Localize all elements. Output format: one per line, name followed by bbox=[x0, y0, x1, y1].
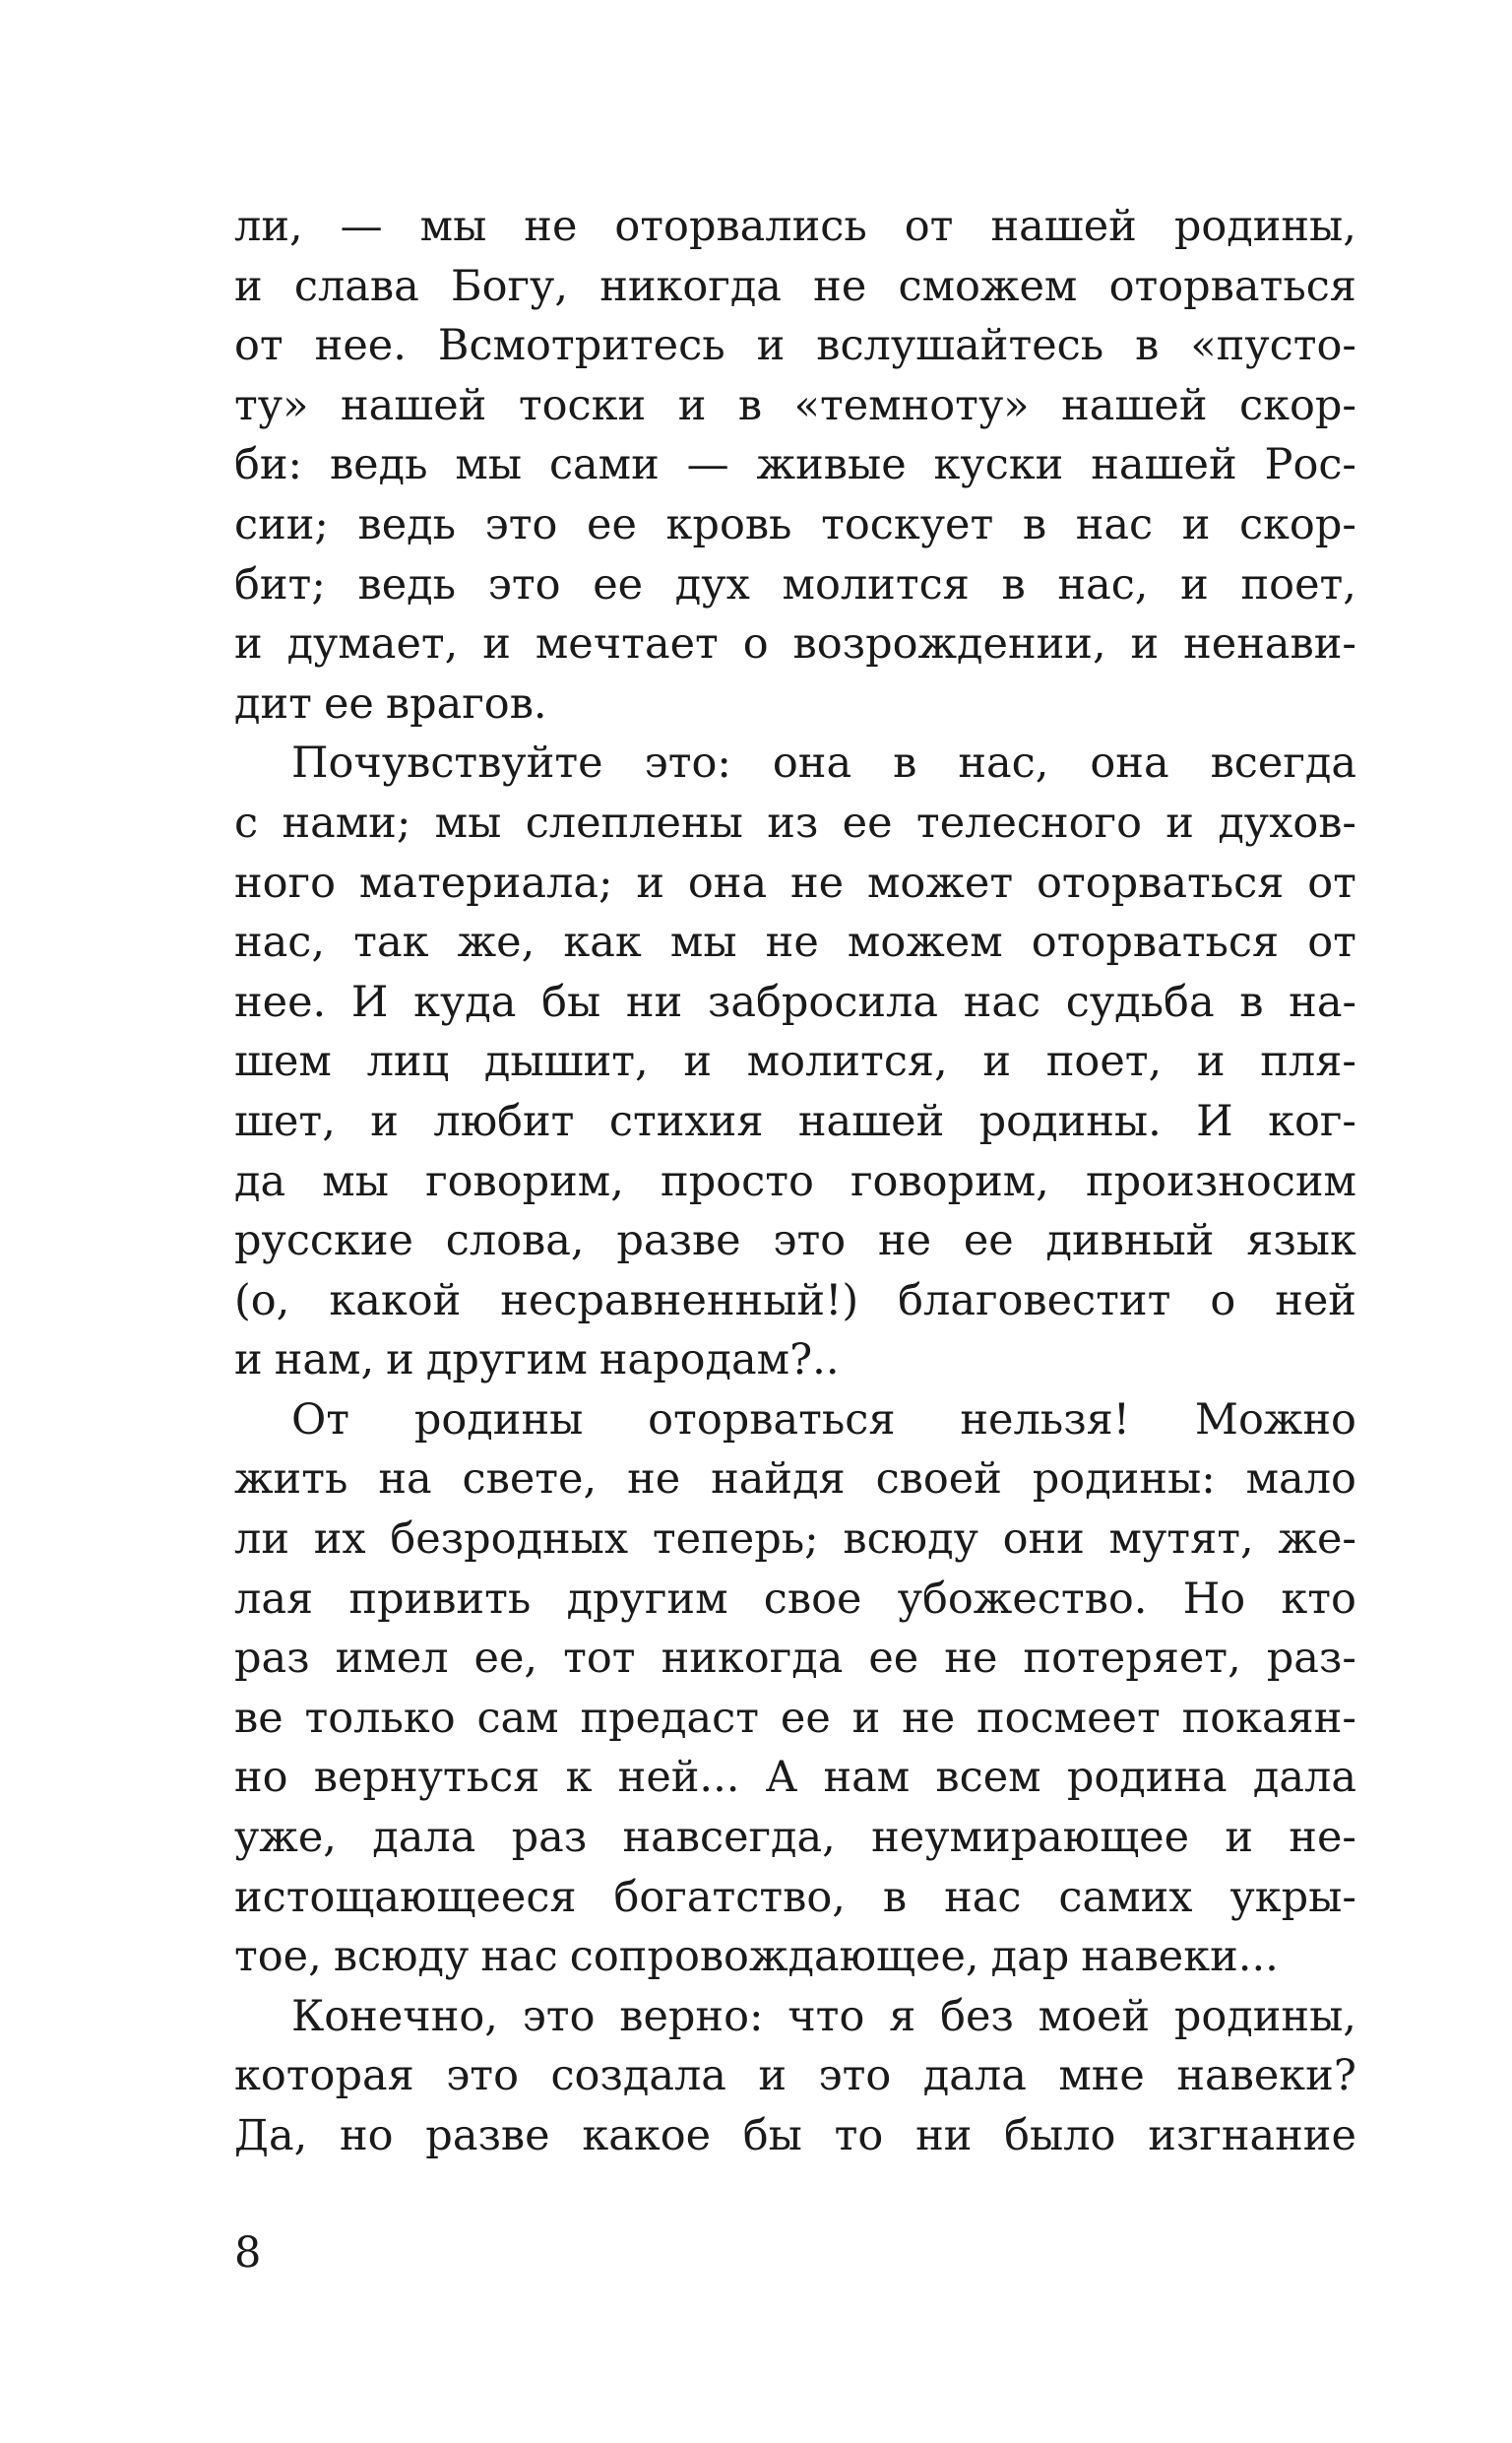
text-line: би: ведь мы сами — живые куски нашей Рос- bbox=[234, 440, 1356, 490]
text-line: Почувствуйте это: она в нас, она всегда bbox=[291, 739, 1356, 789]
text-line: и нам, и другим народам?.. bbox=[234, 1335, 840, 1385]
text-line: Конечно, это верно: что я без моей родины, bbox=[291, 1991, 1356, 2041]
text-line: и слава Богу, никогда не сможем оторваться bbox=[234, 261, 1356, 311]
text-line: тое, всюду нас сопровождающее, дар навеки... bbox=[234, 1932, 1279, 1982]
text-line: дит ее врагов. bbox=[234, 678, 547, 729]
text-line: ве только сам предаст ее и не посмеет покаян- bbox=[234, 1693, 1356, 1743]
text-line: уже, дала раз навсегда, неумирающее и не- bbox=[234, 1813, 1356, 1863]
text-line: шет, и любит стихия нашей родины. И ког- bbox=[234, 1096, 1356, 1146]
paragraph bbox=[234, 197, 1356, 734]
text-line: нас, так же, как мы не можем оторваться от bbox=[234, 918, 1356, 968]
text-line: раз имел ее, тот никогда ее не потеряет, раз- bbox=[234, 1634, 1356, 1684]
text-line: с нами; мы слеплены из ее телесного и духов- bbox=[234, 798, 1356, 848]
text-line: лая привить другим свое убожество. Но кто bbox=[234, 1574, 1356, 1624]
text-line: да мы говорим, просто говорим, произносим bbox=[234, 1156, 1356, 1206]
text-line: шем лиц дышит, и молится, и поет, и пля- bbox=[234, 1037, 1356, 1087]
text-line: бит; ведь это ее дух молится в нас, и поет, bbox=[234, 559, 1356, 610]
body-text bbox=[234, 197, 1356, 2166]
text-line: жить на свете, не найдя своей родины: мало bbox=[234, 1454, 1356, 1505]
text-line: которая это создала и это дала мне навеки? bbox=[234, 2051, 1356, 2101]
text-line: ли их безродных теперь; всюду они мутят, же- bbox=[234, 1514, 1356, 1565]
text-line: ту» нашей тоски и в «темноту» нашей скор- bbox=[234, 380, 1356, 430]
text-line: сии; ведь это ее кровь тоскует в нас и скор- bbox=[234, 499, 1356, 549]
text-line: нее. И куда бы ни забросила нас судьба в на- bbox=[234, 977, 1356, 1027]
text-line: (о, какой несравненный!) благовестит о ней bbox=[234, 1275, 1356, 1325]
paragraph bbox=[234, 734, 1356, 1390]
paragraph bbox=[234, 1390, 1356, 1987]
text-line: От родины оторваться нельзя! Можно bbox=[291, 1394, 1356, 1445]
text-line: и думает, и мечтает о возрождении, и ненави- bbox=[234, 619, 1356, 670]
text-line: истощающееся богатство, в нас самих укры- bbox=[234, 1872, 1356, 1922]
text-line: Да, но разве какое бы то ни было изгнание bbox=[234, 2111, 1356, 2160]
text-line: от нее. Всмотритесь и вслушайтесь в «пусто- bbox=[234, 321, 1356, 371]
text-line: ного материала; и она не может оторваться от bbox=[234, 858, 1356, 908]
paragraph bbox=[234, 1987, 1356, 2166]
text-line: но вернуться к ней... А нам всем родина дала bbox=[234, 1753, 1356, 1803]
page-number: 8 bbox=[234, 2228, 262, 2278]
text-line: русские слова, разве это не ее дивный язык bbox=[234, 1216, 1356, 1266]
text-line: ли, — мы не оторвались от нашей родины, bbox=[234, 202, 1356, 251]
